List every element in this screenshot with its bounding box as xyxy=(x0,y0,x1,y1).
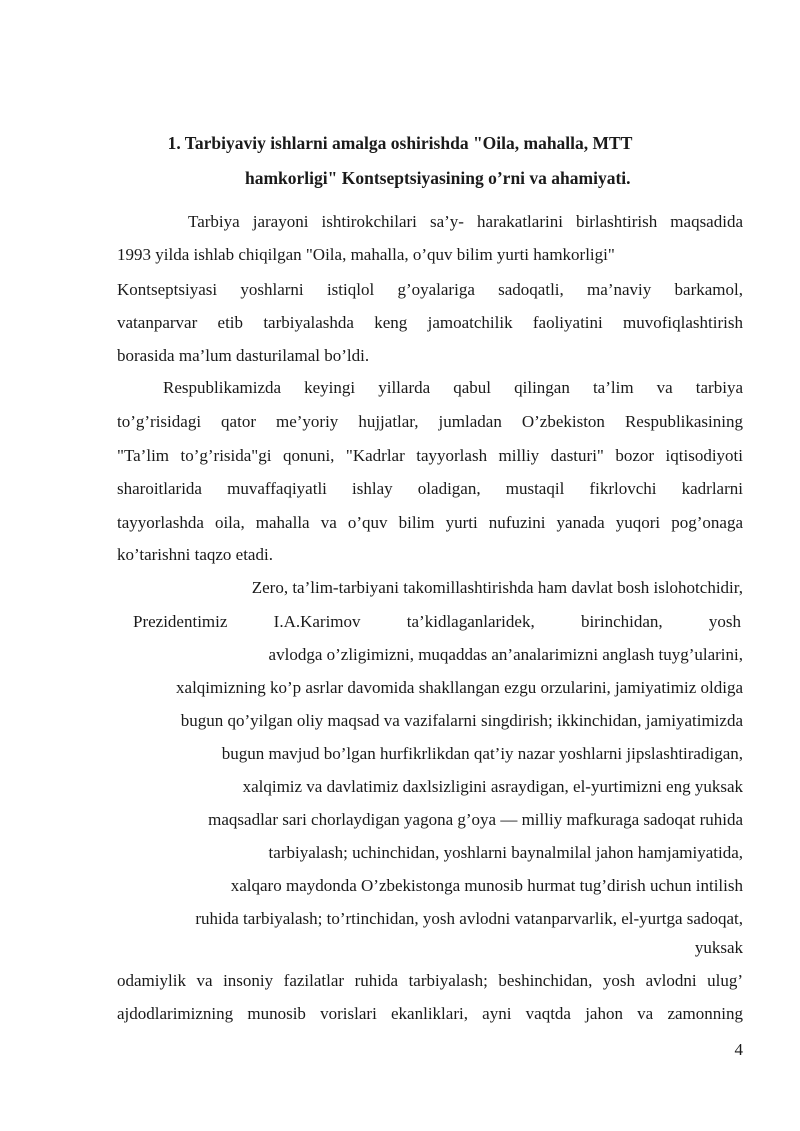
body-line: ajdodlarimizning munosib vorislari ekanliklari, ayni vaqtda jahon va zamonning xyxy=(117,1004,743,1023)
body-line: to’g’risidagi qator me’yoriy hujjatlar, jumladan O’zbekiston Respublikasining xyxy=(117,412,743,431)
body-line: maqsadlar sari chorlaydigan yagona g’oya — milliy mafkuraga sadoqat ruhida xyxy=(208,810,743,829)
body-line: vatanparvar etib tarbiyalashda keng jamoatchilik faoliyatini muvofiqlashtirish xyxy=(117,313,743,332)
body-line: odamiylik va insoniy fazilatlar ruhida tarbiyalash; beshinchidan, yosh avlodni ulug’ xyxy=(117,971,743,990)
body-line: tayyorlashda oila, mahalla va o’quv bilim yurti nufuzini yanada yuqori pog’onaga xyxy=(117,513,743,532)
body-line: Kontseptsiyasi yoshlarni istiqlol g’oyalariga sadoqatli, ma’naviy barkamol, xyxy=(117,280,743,299)
page-number: 4 xyxy=(734,1040,743,1059)
body-line: Respublikamizda keyingi yillarda qabul qilingan ta’lim va tarbiya xyxy=(163,378,743,397)
body-line: xalqaro maydonda O’zbekistonga munosib hurmat tug’dirish uchun intilish xyxy=(230,876,743,895)
body-line: "Ta’lim to’g’risida"gi qonuni, "Kadrlar tayyorlash milliy dasturi" bozor iqtisodiyoti xyxy=(117,446,743,465)
body-line: Zero, ta’lim-tarbiyani takomillashtirishda ham davlat bosh islohotchidir, xyxy=(251,578,743,597)
body-line: Tarbiya jarayoni ishtirokchilari sa’y- harakatlarini birlashtirish maqsadida xyxy=(188,212,743,231)
body-line: bugun qo’yilgan oliy maqsad va vazifalarni singdirish; ikkinchidan, jamiyatimizda xyxy=(180,711,743,730)
body-line: borasida ma’lum dasturilamal bo’ldi. xyxy=(117,346,370,365)
body-line: 1993 yilda ishlab chiqilgan "Oila, mahalla, o’quv bilim yurti hamkorligi" xyxy=(117,245,615,264)
body-line: bugun mavjud bo’lgan hurfikrlikdan qat’iy nazar yoshlarni jipslashtiradigan, xyxy=(221,744,743,763)
body-line: ko’tarishni taqzo etadi. xyxy=(117,545,273,564)
body-line: sharoitlarida muvaffaqiyatli ishlay oladigan, mustaqil fikrlovchi kadrlarni xyxy=(117,479,743,498)
body-line: Prezidentimiz I.A.Karimov ta’kidlaganlaridek, birinchidan, yosh xyxy=(133,612,741,631)
body-line: xalqimiz va davlatimiz daxlsizligini asraydigan, el-yurtimizni eng yuksak xyxy=(242,777,743,796)
body-line: avlodga o’zligimizni, muqaddas an’analarimizni anglash tuyg’ularini, xyxy=(268,645,743,664)
section-title-line-2: hamkorligi" Kontseptsiyasining o’rni va ahamiyati. xyxy=(245,168,631,188)
section-title-line-1: 1. Tarbiyaviy ishlarni amalga oshirishda "Oila, mahalla, MTT xyxy=(167,133,633,153)
body-line: xalqimizning ko’p asrlar davomida shakllangan ezgu orzularini, jamiyatimiz oldiga xyxy=(176,678,743,697)
body-line: tarbiyalash; uchinchidan, yoshlarni baynalmilal jahon hamjamiyatida, xyxy=(268,843,743,862)
body-line: ruhida tarbiyalash; to’rtinchidan, yosh avlodni vatanparvarlik, el-yurtga sadoqat, xyxy=(195,909,743,928)
body-line: yuksak xyxy=(694,938,743,957)
